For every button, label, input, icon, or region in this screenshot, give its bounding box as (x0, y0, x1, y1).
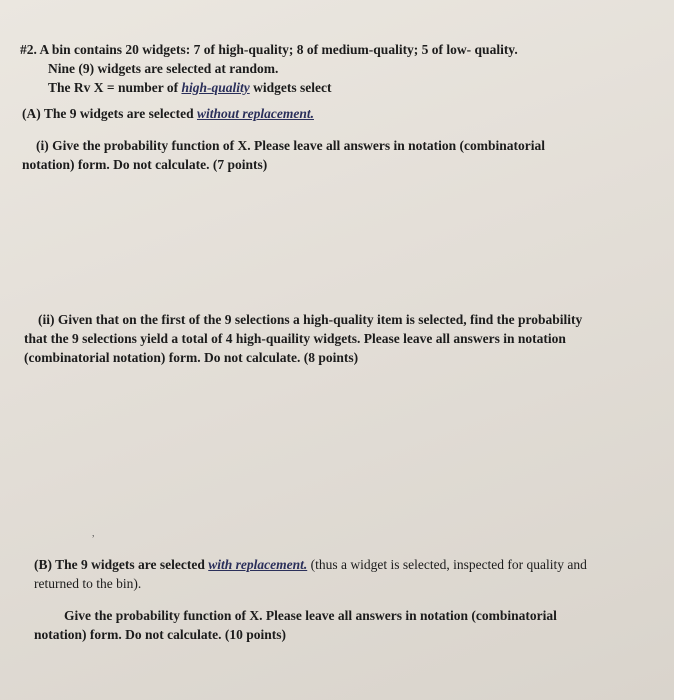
part-b-q-line-1: Give the probability function of X. Please leave all answers in notation (combinatorial (64, 608, 557, 623)
part-b-heading-note: (thus a widget is selected, inspected for quality and (307, 557, 587, 572)
problem-line-2: Nine (9) widgets are selected at random. (48, 61, 279, 76)
stray-pen-mark: , (92, 528, 95, 539)
part-b-heading-text: (B) The 9 widgets are selected (34, 557, 209, 572)
problem-number: #2. (20, 42, 37, 57)
part-a-i-line-1: (i) Give the probability function of X. Please leave all answers in notation (combinatorial (36, 138, 545, 153)
part-a-i-line-2: notation) form. Do not calculate. (7 points) (22, 157, 268, 172)
part-b-heading-line-2: returned to the bin). (34, 576, 142, 591)
part-a-ii-line-2: that the 9 selections yield a total of 4 high-quaility widgets. Please leave all answers in notation (24, 331, 566, 346)
part-a-heading-text: (A) The 9 widgets are selected (22, 106, 197, 121)
with-replacement-underlined: with replacement. (208, 557, 308, 572)
part-b-heading (34, 555, 587, 593)
problem-line-1: A bin contains 20 widgets: 7 of high-quality; 8 of medium-quality; 5 of low- quality. (39, 42, 518, 57)
rv-definition-end: widgets select (249, 80, 332, 95)
part-a-ii-line-1: (ii) Given that on the first of the 9 selections a high-quality item is selected, find the probability (38, 312, 583, 327)
part-a-ii-question (24, 310, 582, 367)
part-a-i-question (22, 136, 545, 174)
high-quality-underlined: high-quality (181, 80, 250, 95)
without-replacement-underlined: without replacement. (196, 106, 314, 121)
rv-definition-start: The Rv X = number of (48, 80, 182, 95)
problem-statement (20, 40, 518, 97)
part-a-ii-line-3: (combinatorial notation) form. Do not calculate. (8 points) (24, 350, 359, 365)
part-a-heading (22, 104, 314, 123)
part-b-q-line-2: notation) form. Do not calculate. (10 points) (34, 627, 286, 642)
problem-line-3 (20, 78, 518, 97)
part-b-question (34, 606, 557, 644)
